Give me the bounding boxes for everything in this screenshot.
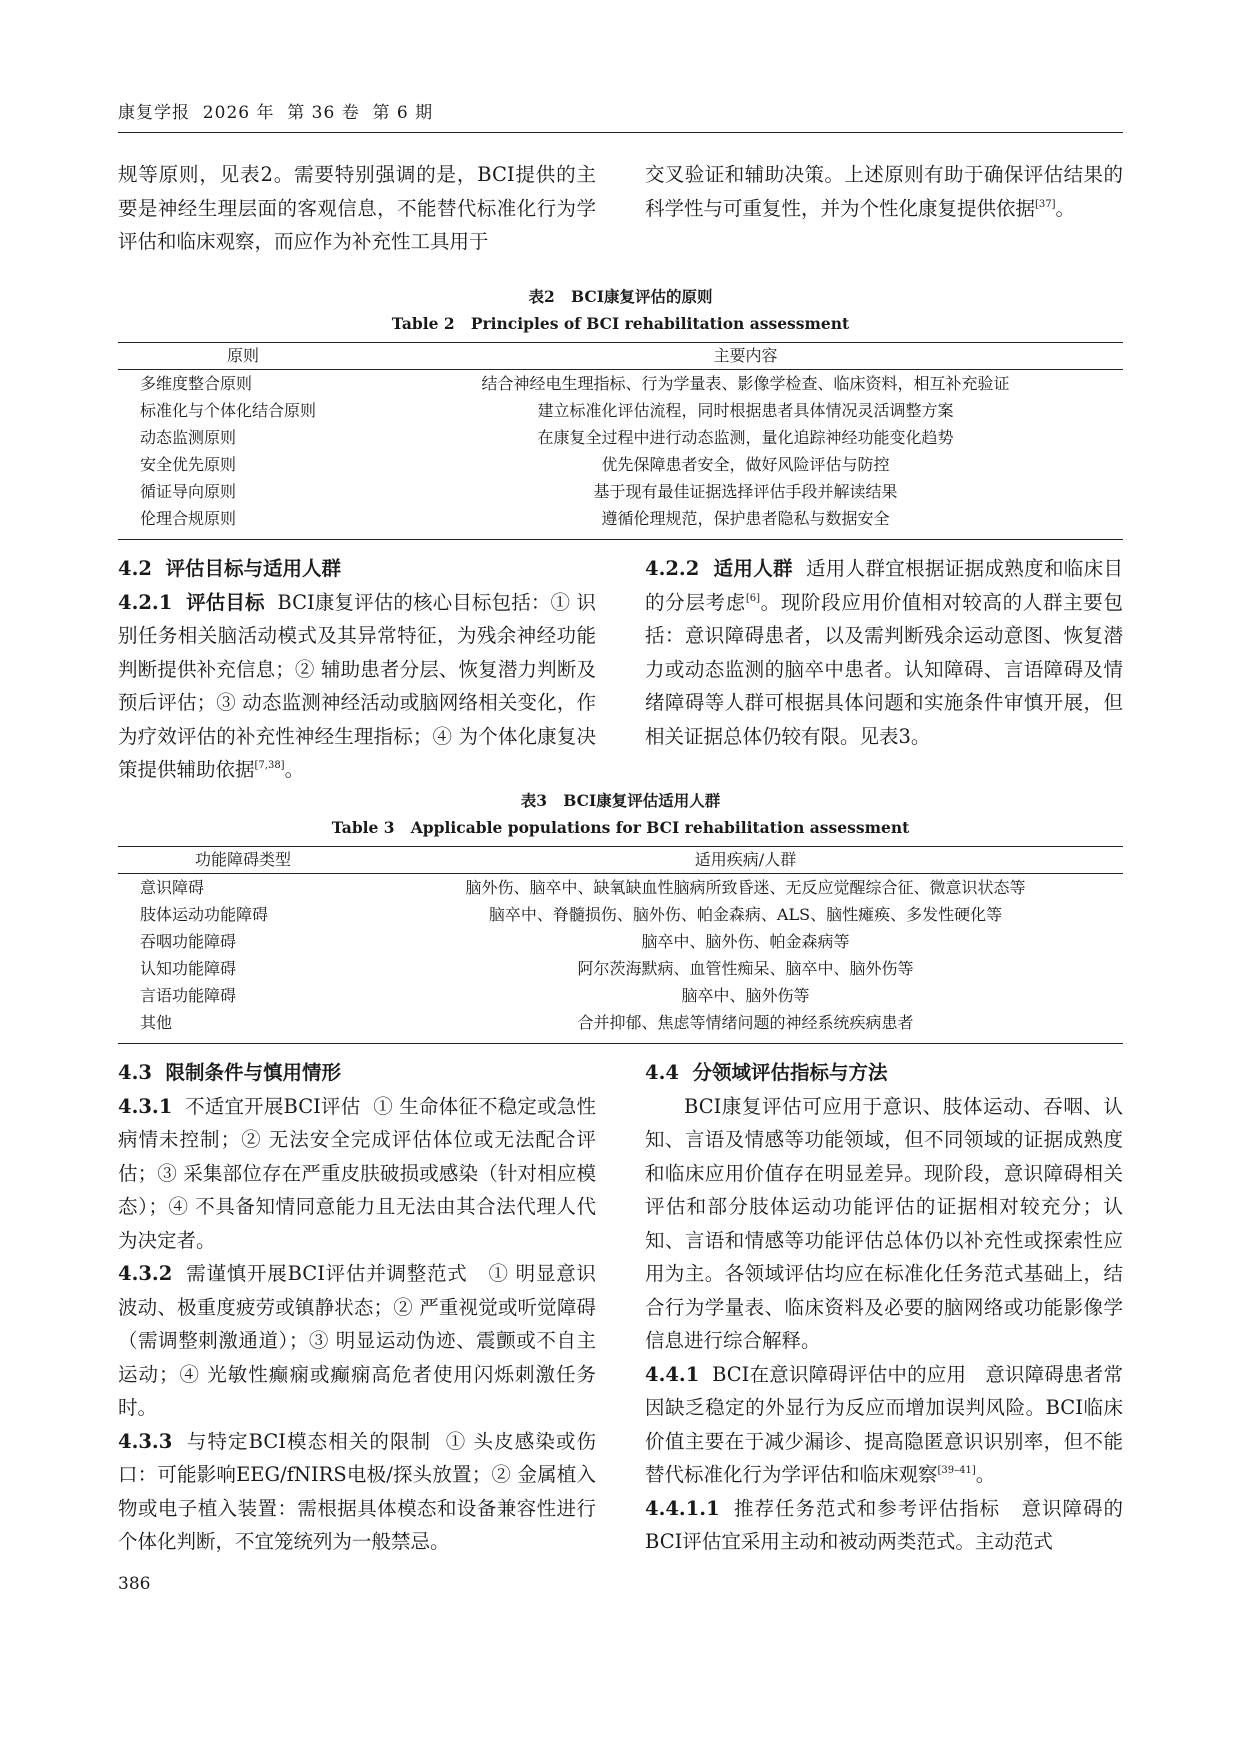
- table2-cell-label: 动态监测原则: [140, 428, 237, 447]
- citation: [7,38]: [254, 760, 285, 771]
- table3-row: [118, 901, 1123, 928]
- citation: [37]: [1035, 198, 1056, 210]
- table3-cell-label: 意识障碍: [140, 878, 205, 897]
- sec4411-title: 4.4.1.1: [645, 1496, 720, 1520]
- table3-cell-label: 认知功能障碍: [140, 959, 237, 978]
- table2-cell-content: 基于现有最佳证据选择评估手段并解读结果: [593, 482, 898, 501]
- table3-cell-label: 其他: [140, 1013, 173, 1032]
- table3-cell-content: 脑卒中、脑外伤等: [681, 986, 810, 1005]
- page-number: 386: [118, 1574, 151, 1594]
- top-left-paragraph: 规等原则，见表2。需要特别强调的是，BCI提供的主要是神经生理层面的客观信息，不能替代标准化行为学评估和临床观察，而应作为补充性工具用于: [118, 163, 596, 253]
- table2-row: [118, 397, 1123, 424]
- table2-row: [118, 370, 1123, 397]
- table3-cell-content: 脑外伤、脑卒中、缺氧缺血性脑病所致昏迷、无反应觉醒综合征、微意识状态等: [465, 878, 1026, 897]
- table2-row: [118, 424, 1123, 451]
- table2-cell-label: 标准化与个体化结合原则: [140, 401, 317, 420]
- sec44-heading: 4.4 分领域评估指标与方法: [645, 1061, 888, 1084]
- sec4411-paragraph: [645, 1492, 1123, 1559]
- sec44-intro: BCI康复评估可应用于意识、肢体运动、吞咽、认知、言语及情感等功能领域，但不同领域的证据成熟度和临床应用价值存在明显差异。现阶段，意识障碍相关评估和部分肢体运动功能评估的证据相对较充分；认知、言语和情感等功能评估总体仍以补充性或探索性应用为主。各领域评估均应在标准化任务范式基础上，结合行为学量表、临床资料及必要的脑网络或功能影像学信息进行综合解释。: [645, 1094, 1123, 1352]
- table3-row: [118, 982, 1123, 1009]
- table3-row: [118, 1009, 1123, 1036]
- sec432-text: 需谨慎开展BCI评估并调整范式 ① 明显意识波动、极重度疲劳或镇静状态；② 严重视觉或听觉障碍（需调整刺激通道）；③ 明显运动伪迹、震颤或不自主运动；④ 光敏性癫痫或癫痫高危者使用闪烁刺激任务时。: [118, 1262, 596, 1419]
- sec431-paragraph: [118, 1090, 596, 1258]
- table3-cell-content: 阿尔茨海默病、血管性痴呆、脑卒中、脑外伤等: [577, 959, 914, 978]
- sec42-heading: 4.2 评估目标与适用人群: [118, 557, 342, 580]
- sec422-title: 4.2.2 适用人群: [645, 557, 793, 580]
- sec441-text: BCI在意识障碍评估中的应用 意识障碍患者常因缺乏稳定的外显行为反应而增加误判风险。BCI临床价值主要在于减少漏诊、提高隐匿意识识别率，但不能替代标准化行为学评估和临床观察: [645, 1362, 1123, 1486]
- table2-row: [118, 478, 1123, 505]
- table2-row: [118, 451, 1123, 478]
- sec433-text: 与特定BCI模态相关的限制 ① 头皮感染或伤口：可能影响EEG/fNIRS电极/探头放置；② 金属植入物或电子植入装置：需根据具体模态和设备兼容性进行个体化判断，不宜笼统列为一般禁忌。: [118, 1429, 596, 1553]
- top-right-text: 交叉验证和辅助决策。上述原则有助于确保评估结果的科学性与可重复性，并为个性化康复提供依据: [645, 163, 1123, 220]
- table2: [118, 342, 1123, 540]
- table3-row: [118, 955, 1123, 982]
- sec42-left-column: [118, 552, 596, 787]
- table3: [118, 846, 1123, 1044]
- sec4411-text: 推荐任务范式和参考评估指标 意识障碍的BCI评估宜采用主动和被动两类范式。主动范式: [645, 1496, 1123, 1553]
- top-right-column: [645, 158, 1123, 225]
- sec421-title: 4.2.1 评估目标: [118, 590, 265, 614]
- sec421-text: BCI康复评估的核心目标包括：① 识别任务相关脑活动模式及其异常特征，为残余神经功能判断提供补充信息；② 辅助患者分层、恢复潜力判断及预后评估；③ 动态监测神经活动或脑网络相关变化，作为疗效评估的补充性神经生理指标；④ 为个体化康复决策提供辅助依据: [118, 590, 596, 781]
- table2-cell-label: 多维度整合原则: [140, 374, 253, 393]
- sec433-paragraph: [118, 1425, 596, 1559]
- table3-header-type: 功能障碍类型: [194, 850, 291, 869]
- table3-row: [118, 928, 1123, 955]
- table3-header-population: 适用疾病/人群: [694, 850, 797, 869]
- table3-caption-cn: 表3 BCI康复评估适用人群: [520, 791, 721, 810]
- table2-cell-content: 优先保障患者安全，做好风险评估与防控: [601, 455, 890, 474]
- sec431-title: 4.3.1: [118, 1094, 173, 1118]
- table2-cell-content: 在康复全过程中进行动态监测，量化追踪神经功能变化趋势: [537, 428, 954, 447]
- table3-cell-content: 合并抑郁、焦虑等情绪问题的神经系统疾病患者: [577, 1013, 914, 1032]
- table2-cell-label: 安全优先原则: [140, 455, 237, 474]
- table2-header-content: 主要内容: [713, 346, 778, 365]
- punct: 。: [1055, 196, 1076, 220]
- table2-cell-content: 遵循伦理规范，保护患者隐私与数据安全: [601, 509, 890, 528]
- table2-caption-cn: 表2 BCI康复评估的原则: [528, 287, 713, 306]
- table2-cell-label: 伦理合规原则: [140, 509, 237, 528]
- sec42-right-column: [645, 552, 1123, 753]
- sec431-text: 不适宜开展BCI评估 ① 生命体征不稳定或急性病情未控制；② 无法安全完成评估体位或无法配合评估；③ 采集部位存在严重皮肤破损或感染（针对相应模态）；④ 不具备知情同意能力且无法由其合法代理人代为决定者。: [118, 1094, 596, 1252]
- table3-cell-label: 吞咽功能障碍: [140, 932, 237, 951]
- table2-cell-label: 循证导向原则: [140, 482, 237, 501]
- citation: [39–41]: [937, 1465, 976, 1476]
- sec441-title: 4.4.1: [645, 1362, 700, 1386]
- table2-cell-content: 建立标准化评估流程，同时根据患者具体情况灵活调整方案: [537, 401, 954, 420]
- table3-cell-content: 脑卒中、脑外伤、帕金森病等: [641, 932, 850, 951]
- sec432-title: 4.3.2: [118, 1262, 173, 1285]
- table2-row: [118, 505, 1123, 532]
- table2-header-row: [118, 343, 1123, 370]
- table3-caption-en: Table 3 Applicable populations for BCI rehabilitation assessment: [331, 818, 910, 837]
- table2-header-principle: 原则: [226, 346, 259, 365]
- sec422-paragraph: [645, 552, 1123, 753]
- top-right-paragraph: [645, 158, 1123, 225]
- sec44-column: [645, 1056, 1123, 1559]
- table3-cell-label: 言语功能障碍: [140, 986, 237, 1005]
- sec433-title: 4.3.3: [118, 1429, 173, 1453]
- sec432-paragraph: [118, 1257, 596, 1425]
- running-head: 康复学报 2026 年 第 36 卷 第 6 期: [118, 103, 434, 123]
- sec43-column: [118, 1056, 596, 1559]
- sec43-heading: 4.3 限制条件与慎用情形: [118, 1061, 342, 1084]
- punct: 。: [975, 1463, 996, 1486]
- table3-cell-label: 肢体运动功能障碍: [140, 905, 269, 924]
- table2-caption-en: Table 2 Principles of BCI rehabilitation assessment: [391, 314, 850, 333]
- citation: [6]: [745, 592, 760, 604]
- table3-row: [118, 874, 1123, 901]
- table3-header-row: [118, 847, 1123, 874]
- table2-cell-content: 结合神经电生理指标、行为学量表、影像学检查、临床资料，相互补充验证: [481, 374, 1010, 393]
- sec422-text2: 。现阶段应用价值相对较高的人群主要包括：意识障碍患者，以及需判断残余运动意图、恢复潜力或动态监测的脑卒中患者。认知障碍、言语障碍及情绪障碍等人群可根据具体问题和实施条件审慎开展，但相关证据总体仍较有限。见表3。: [645, 590, 1123, 748]
- punct: 。: [284, 758, 305, 781]
- sec422-text1: 适用人群宜根据证据成熟度和临床目的分层考虑: [645, 557, 1123, 614]
- sec421-paragraph: [118, 586, 596, 787]
- table3-cell-content: 脑卒中、脊髓损伤、脑外伤、帕金森病、ALS、脑性瘫痪、多发性硬化等: [488, 905, 1003, 924]
- top-left-column: [118, 158, 596, 259]
- header-rule: [118, 132, 1123, 133]
- sec441-paragraph: [645, 1358, 1123, 1492]
